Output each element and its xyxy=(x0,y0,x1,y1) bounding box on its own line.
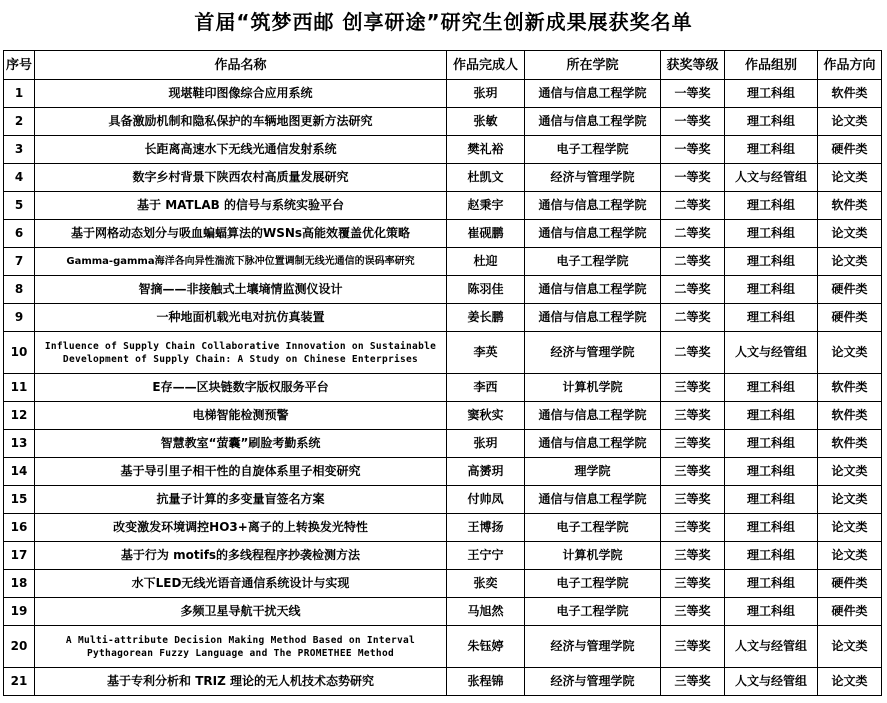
table-row xyxy=(4,514,882,542)
row-college: 经济与管理学院 xyxy=(525,332,661,374)
row-no: 2 xyxy=(4,108,35,136)
row-author: 张玥 xyxy=(447,80,525,108)
table-row xyxy=(4,220,882,248)
row-direction: 论文类 xyxy=(818,332,882,374)
row-no: 1 xyxy=(4,80,35,108)
row-author: 窦秋实 xyxy=(447,402,525,430)
row-author: 张玥 xyxy=(447,430,525,458)
row-direction: 软件类 xyxy=(818,402,882,430)
row-level: 三等奖 xyxy=(661,542,725,570)
row-author: 王博扬 xyxy=(447,514,525,542)
table-row xyxy=(4,248,882,276)
row-work-name: 改变激发环境调控HO3+离子的上转换发光特性 xyxy=(35,514,447,542)
row-author: 马旭然 xyxy=(447,598,525,626)
row-college: 电子工程学院 xyxy=(525,248,661,276)
row-level: 二等奖 xyxy=(661,248,725,276)
table-row xyxy=(4,80,882,108)
row-group: 理工科组 xyxy=(725,402,818,430)
header-level: 获奖等级 xyxy=(661,51,725,80)
row-direction: 论文类 xyxy=(818,626,882,668)
row-college: 通信与信息工程学院 xyxy=(525,80,661,108)
row-work-name: 一种地面机载光电对抗仿真装置 xyxy=(35,304,447,332)
row-author: 李西 xyxy=(447,374,525,402)
awards-table xyxy=(3,50,882,696)
table-row xyxy=(4,192,882,220)
table-row xyxy=(4,164,882,192)
row-work-name: 具备激励机制和隐私保护的车辆地图更新方法研究 xyxy=(35,108,447,136)
row-college: 电子工程学院 xyxy=(525,514,661,542)
row-college: 计算机学院 xyxy=(525,374,661,402)
row-author: 陈羽佳 xyxy=(447,276,525,304)
row-college: 通信与信息工程学院 xyxy=(525,486,661,514)
row-level: 三等奖 xyxy=(661,626,725,668)
row-group: 理工科组 xyxy=(725,542,818,570)
row-work-name: 智摘——非接触式土壤墒情监测仪设计 xyxy=(35,276,447,304)
row-level: 二等奖 xyxy=(661,220,725,248)
row-no: 8 xyxy=(4,276,35,304)
row-level: 二等奖 xyxy=(661,276,725,304)
row-author: 高赟玥 xyxy=(447,458,525,486)
row-group: 人文与经管组 xyxy=(725,668,818,696)
row-no: 11 xyxy=(4,374,35,402)
table-row xyxy=(4,304,882,332)
row-level: 三等奖 xyxy=(661,668,725,696)
row-college: 通信与信息工程学院 xyxy=(525,430,661,458)
row-direction: 论文类 xyxy=(818,220,882,248)
row-no: 10 xyxy=(4,332,35,374)
table-row xyxy=(4,276,882,304)
row-group: 理工科组 xyxy=(725,80,818,108)
row-college: 通信与信息工程学院 xyxy=(525,276,661,304)
row-group: 理工科组 xyxy=(725,458,818,486)
table-row xyxy=(4,626,882,668)
header-direction: 作品方向 xyxy=(818,51,882,80)
row-group: 理工科组 xyxy=(725,570,818,598)
row-level: 二等奖 xyxy=(661,304,725,332)
row-no: 15 xyxy=(4,486,35,514)
row-author: 张敏 xyxy=(447,108,525,136)
row-no: 19 xyxy=(4,598,35,626)
row-group: 人文与经管组 xyxy=(725,332,818,374)
row-direction: 软件类 xyxy=(818,430,882,458)
row-author: 姜长鹏 xyxy=(447,304,525,332)
row-work-name: Influence of Supply Chain Collaborative Innovation on Sustainable Development of Supply Chain: A Study on Chinese Enterprises xyxy=(35,332,447,374)
row-direction: 软件类 xyxy=(818,374,882,402)
row-group: 理工科组 xyxy=(725,136,818,164)
table-row xyxy=(4,374,882,402)
row-no: 9 xyxy=(4,304,35,332)
row-group: 理工科组 xyxy=(725,108,818,136)
row-college: 计算机学院 xyxy=(525,542,661,570)
header-group: 作品组别 xyxy=(725,51,818,80)
row-direction: 硬件类 xyxy=(818,276,882,304)
row-level: 三等奖 xyxy=(661,402,725,430)
table-row xyxy=(4,668,882,696)
row-level: 二等奖 xyxy=(661,332,725,374)
row-level: 二等奖 xyxy=(661,192,725,220)
row-college: 经济与管理学院 xyxy=(525,668,661,696)
table-row xyxy=(4,402,882,430)
row-work-name: Gamma-gamma海洋各向异性湍流下脉冲位置调制无线光通信的误码率研究 xyxy=(35,248,447,276)
row-author: 王宁宁 xyxy=(447,542,525,570)
row-college: 通信与信息工程学院 xyxy=(525,304,661,332)
row-no: 12 xyxy=(4,402,35,430)
row-author: 付帅凤 xyxy=(447,486,525,514)
row-author: 杜迎 xyxy=(447,248,525,276)
row-no: 20 xyxy=(4,626,35,668)
row-direction: 硬件类 xyxy=(818,598,882,626)
row-group: 人文与经管组 xyxy=(725,626,818,668)
row-group: 理工科组 xyxy=(725,598,818,626)
row-work-name: 基于导引里子相干性的自旋体系里子相变研究 xyxy=(35,458,447,486)
table-row xyxy=(4,108,882,136)
row-no: 6 xyxy=(4,220,35,248)
row-group: 理工科组 xyxy=(725,276,818,304)
row-level: 三等奖 xyxy=(661,430,725,458)
row-college: 电子工程学院 xyxy=(525,136,661,164)
row-author: 李英 xyxy=(447,332,525,374)
table-row xyxy=(4,136,882,164)
row-level: 一等奖 xyxy=(661,80,725,108)
table-row xyxy=(4,542,882,570)
row-work-name: 智慧教室“萤囊”刷脸考勤系统 xyxy=(35,430,447,458)
row-no: 5 xyxy=(4,192,35,220)
row-direction: 论文类 xyxy=(818,486,882,514)
row-no: 13 xyxy=(4,430,35,458)
page-title: 首届“筑梦西邮 创享研途”研究生创新成果展获奖名单 xyxy=(194,10,693,34)
row-author: 张奕 xyxy=(447,570,525,598)
row-level: 三等奖 xyxy=(661,514,725,542)
row-group: 人文与经管组 xyxy=(725,164,818,192)
row-no: 21 xyxy=(4,668,35,696)
row-college: 经济与管理学院 xyxy=(525,626,661,668)
row-work-name: A Multi-attribute Decision Making Method Based on Interval Pythagorean Fuzzy Language and The PROMETHEE Method xyxy=(35,626,447,668)
row-author: 赵秉宇 xyxy=(447,192,525,220)
row-author: 杜凯文 xyxy=(447,164,525,192)
row-author: 朱钰婷 xyxy=(447,626,525,668)
row-group: 理工科组 xyxy=(725,374,818,402)
row-direction: 软件类 xyxy=(818,192,882,220)
header-row xyxy=(4,51,882,80)
row-direction: 论文类 xyxy=(818,668,882,696)
row-no: 14 xyxy=(4,458,35,486)
row-level: 三等奖 xyxy=(661,486,725,514)
row-author: 樊礼裕 xyxy=(447,136,525,164)
row-college: 理学院 xyxy=(525,458,661,486)
row-no: 18 xyxy=(4,570,35,598)
row-no: 16 xyxy=(4,514,35,542)
row-author: 崔砚鹏 xyxy=(447,220,525,248)
row-level: 一等奖 xyxy=(661,108,725,136)
row-group: 理工科组 xyxy=(725,486,818,514)
row-direction: 论文类 xyxy=(818,164,882,192)
row-work-name: 基于行为 motifs的多线程程序抄袭检测方法 xyxy=(35,542,447,570)
row-direction: 论文类 xyxy=(818,542,882,570)
header-no: 序号 xyxy=(4,51,35,80)
row-level: 三等奖 xyxy=(661,374,725,402)
row-work-name: 基于 MATLAB 的信号与系统实验平台 xyxy=(35,192,447,220)
row-work-name: 电梯智能检测预警 xyxy=(35,402,447,430)
row-no: 3 xyxy=(4,136,35,164)
row-work-name: 基于专利分析和 TRIZ 理论的无人机技术态势研究 xyxy=(35,668,447,696)
header-college: 所在学院 xyxy=(525,51,661,80)
row-level: 一等奖 xyxy=(661,164,725,192)
row-group: 理工科组 xyxy=(725,304,818,332)
row-level: 一等奖 xyxy=(661,136,725,164)
table-row xyxy=(4,458,882,486)
row-direction: 硬件类 xyxy=(818,136,882,164)
row-work-name: 现堪鞋印图像综合应用系统 xyxy=(35,80,447,108)
row-direction: 硬件类 xyxy=(818,304,882,332)
row-no: 17 xyxy=(4,542,35,570)
row-direction: 论文类 xyxy=(818,108,882,136)
row-college: 通信与信息工程学院 xyxy=(525,192,661,220)
row-college: 经济与管理学院 xyxy=(525,164,661,192)
row-level: 三等奖 xyxy=(661,570,725,598)
row-college: 电子工程学院 xyxy=(525,598,661,626)
header-name: 作品名称 xyxy=(35,51,447,80)
row-group: 理工科组 xyxy=(725,514,818,542)
row-work-name: E存——区块链数字版权服务平台 xyxy=(35,374,447,402)
table-row xyxy=(4,430,882,458)
row-work-name: 基于网格动态划分与吸血蝙蝠算法的WSNs高能效覆盖优化策略 xyxy=(35,220,447,248)
row-author: 张程锦 xyxy=(447,668,525,696)
row-work-name: 长距离高速水下无线光通信发射系统 xyxy=(35,136,447,164)
row-college: 电子工程学院 xyxy=(525,570,661,598)
row-college: 通信与信息工程学院 xyxy=(525,402,661,430)
row-work-name: 水下LED无线光语音通信系统设计与实现 xyxy=(35,570,447,598)
table-row xyxy=(4,570,882,598)
table-row xyxy=(4,332,882,374)
row-group: 理工科组 xyxy=(725,430,818,458)
row-college: 通信与信息工程学院 xyxy=(525,108,661,136)
row-direction: 论文类 xyxy=(818,248,882,276)
row-direction: 论文类 xyxy=(818,458,882,486)
row-work-name: 数字乡村背景下陕西农村高质量发展研究 xyxy=(35,164,447,192)
row-no: 4 xyxy=(4,164,35,192)
row-level: 三等奖 xyxy=(661,598,725,626)
row-no: 7 xyxy=(4,248,35,276)
table-row xyxy=(4,598,882,626)
row-level: 三等奖 xyxy=(661,458,725,486)
row-work-name: 抗量子计算的多变量盲签名方案 xyxy=(35,486,447,514)
row-college: 通信与信息工程学院 xyxy=(525,220,661,248)
row-direction: 论文类 xyxy=(818,514,882,542)
row-group: 理工科组 xyxy=(725,192,818,220)
row-group: 理工科组 xyxy=(725,248,818,276)
table-row xyxy=(4,486,882,514)
row-direction: 软件类 xyxy=(818,80,882,108)
row-group: 理工科组 xyxy=(725,220,818,248)
row-direction: 硬件类 xyxy=(818,570,882,598)
header-author: 作品完成人 xyxy=(447,51,525,80)
row-work-name: 多频卫星导航干扰天线 xyxy=(35,598,447,626)
